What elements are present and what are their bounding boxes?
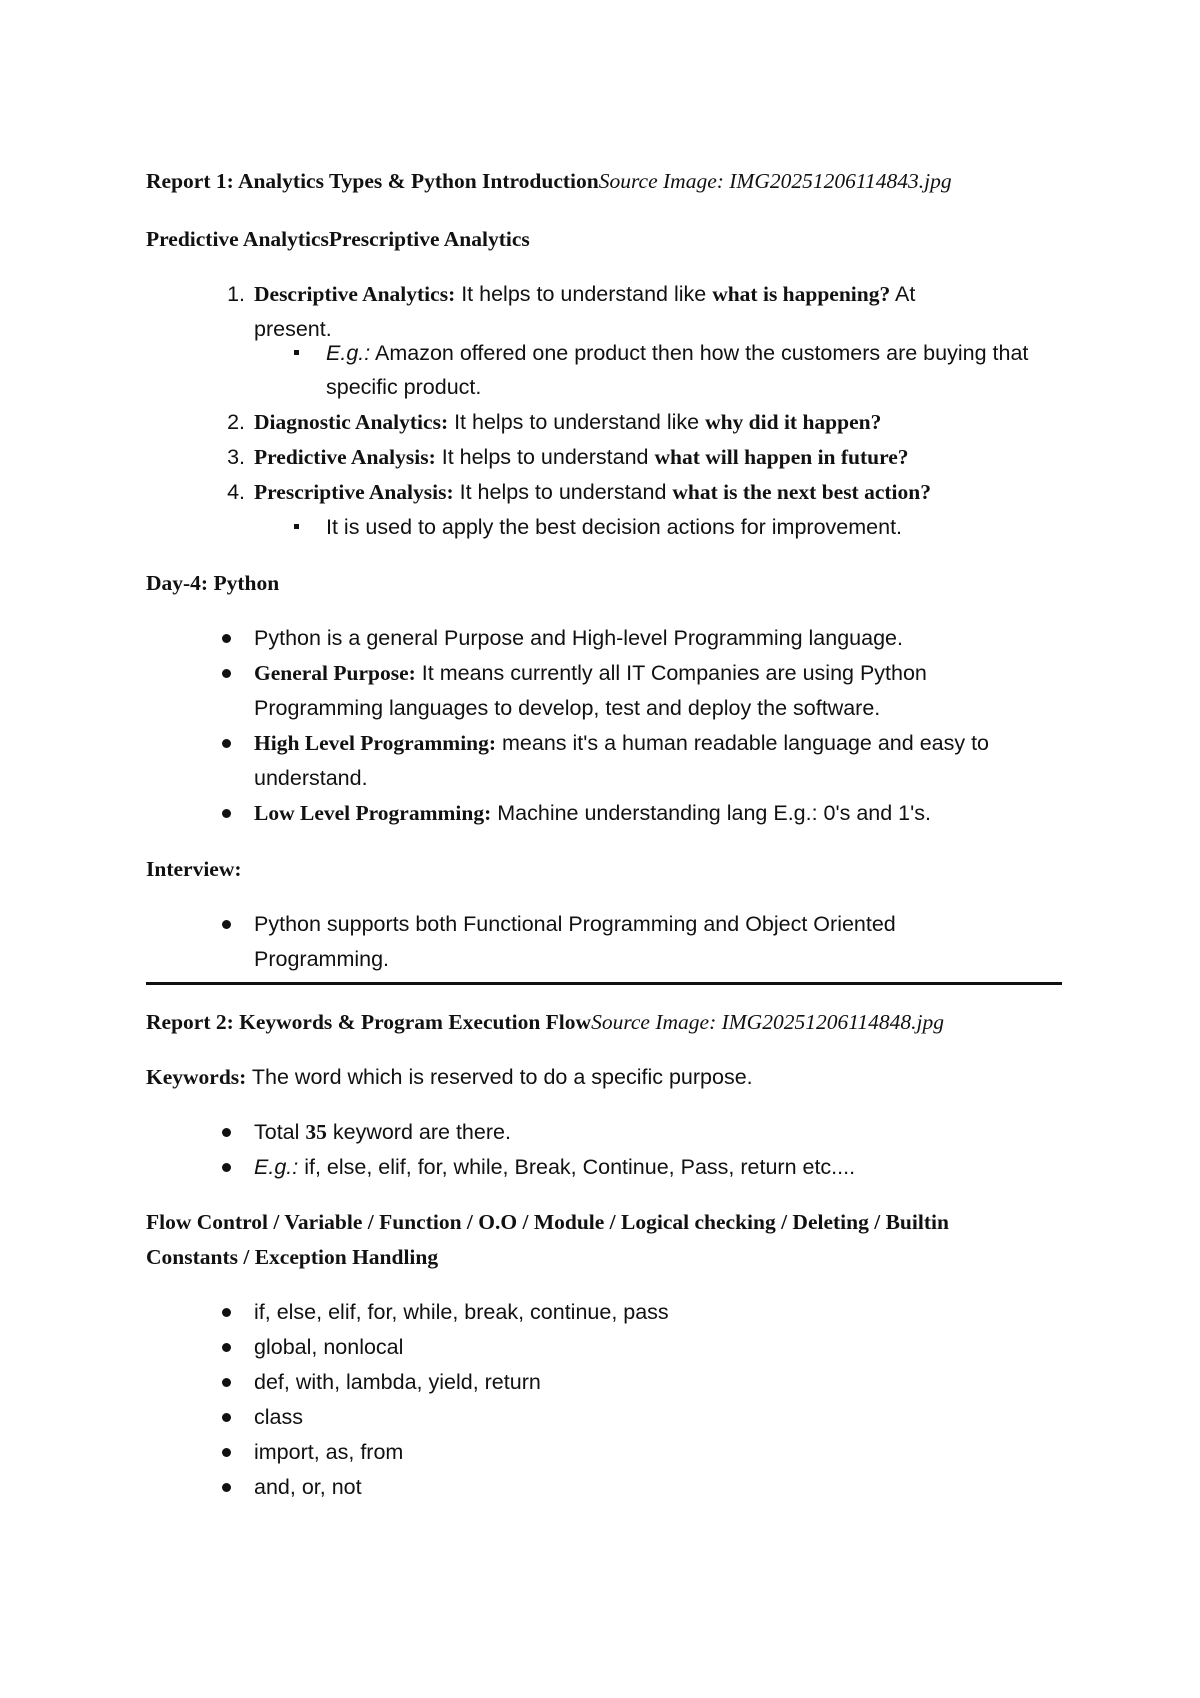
python-point [254, 728, 989, 758]
category-keywords-item: def, with, lambda, yield, return [254, 1370, 541, 1394]
square-bullet-icon [294, 350, 299, 355]
list-number: 4. [227, 480, 245, 504]
bullet-icon [222, 1128, 231, 1137]
category-keywords-item: class [254, 1405, 303, 1429]
bullet-icon [222, 1308, 231, 1317]
python-point [254, 798, 931, 828]
bullet-icon [222, 1378, 231, 1387]
square-bullet-icon [294, 524, 299, 529]
python-text: Machine understanding lang E.g.: 0's and 1's. [491, 801, 931, 825]
python-term: High Level Programming: [254, 731, 497, 755]
category-keywords-item: and, or, not [254, 1475, 362, 1499]
categories-heading-line2: Constants / Exception Handling [146, 1245, 439, 1269]
analytics-emphasis: what will happen in future? [654, 445, 909, 469]
interview-point: Python supports both Functional Programming and Object Oriented [254, 912, 896, 936]
analytics-text: It helps to understand [453, 480, 673, 504]
analytics-text: It helps to understand like [448, 410, 706, 434]
total-pre: Total [254, 1120, 306, 1144]
analytics-term: Prescriptive Analysis: [254, 480, 454, 504]
python-continuation: Programming languages to develop, test and deploy the software. [254, 696, 881, 720]
category-keywords-item: if, else, elif, for, while, break, continue, pass [254, 1300, 669, 1324]
bullet-icon [222, 1343, 231, 1352]
analytics-example-continuation: specific product. [326, 375, 482, 399]
analytics-item-diagnostic [254, 407, 881, 437]
python-continuation: understand. [254, 766, 368, 790]
day4-heading: Day-4: Python [146, 571, 280, 595]
bullet-icon [222, 809, 231, 818]
analytics-example [326, 338, 1028, 368]
analytics-item-predictive [254, 442, 909, 472]
eg-text: Amazon offered one product then how the customers are buying that [370, 341, 1029, 365]
python-term: Low Level Programming: [254, 801, 492, 825]
list-number: 2. [227, 410, 245, 434]
categories-heading-line1: Flow Control / Variable / Function / O.O / Module / Logical checking / Deleting / Builtin [146, 1210, 949, 1234]
bullet-icon [222, 739, 231, 748]
keywords-text: The word which is reserved to do a specific purpose. [246, 1065, 753, 1089]
category-keywords-item: import, as, from [254, 1440, 404, 1464]
python-point: Python is a general Purpose and High-level Programming language. [254, 626, 903, 650]
analytics-emphasis: what is happening? [712, 282, 891, 306]
eg-text: if, else, elif, for, while, Break, Continue, Pass, return etc.... [298, 1155, 856, 1179]
eg-label: E.g.: [326, 341, 371, 365]
interview-continuation: Programming. [254, 947, 390, 971]
keywords-definition [146, 1062, 753, 1092]
analytics-emphasis: why did it happen? [705, 410, 882, 434]
bullet-icon [222, 920, 231, 929]
analytics-term: Descriptive Analytics: [254, 282, 456, 306]
keyword-example [254, 1152, 855, 1182]
analytics-emphasis: what is the next best action? [672, 480, 931, 504]
keywords-term: Keywords: [146, 1065, 247, 1089]
report1-subheading: Predictive AnalyticsPrescriptive Analytics [146, 227, 530, 251]
analytics-after: At [890, 282, 916, 306]
eg-label: E.g.: [254, 1155, 299, 1179]
bullet-icon [222, 634, 231, 643]
analytics-continuation: present. [254, 317, 332, 341]
report2-title-text: Report 2: Keywords & Program Execution Flow [146, 1010, 592, 1034]
analytics-item-descriptive [254, 279, 915, 309]
keyword-total [254, 1117, 511, 1147]
analytics-term: Predictive Analysis: [254, 445, 436, 469]
analytics-text: It helps to understand like [455, 282, 713, 306]
list-number: 3. [227, 445, 245, 469]
bullet-icon [222, 669, 231, 678]
python-point [254, 658, 927, 688]
interview-heading: Interview: [146, 857, 242, 881]
python-text: It means currently all IT Companies are using Python [415, 661, 927, 685]
bullet-icon [222, 1413, 231, 1422]
bullet-icon [222, 1483, 231, 1492]
analytics-subpoint: It is used to apply the best decision actions for improvement. [326, 515, 903, 539]
analytics-term: Diagnostic Analytics: [254, 410, 449, 434]
analytics-text: It helps to understand [435, 445, 655, 469]
report2-source: Source Image: IMG20251206114848.jpg [591, 1010, 944, 1034]
total-post: keyword are there. [326, 1120, 511, 1144]
python-term: General Purpose: [254, 661, 416, 685]
report1-title [146, 166, 952, 196]
report1-title-text: Report 1: Analytics Types & Python Introduction [146, 169, 599, 193]
total-number: 35 [305, 1120, 327, 1144]
report2-title [146, 1007, 944, 1037]
bullet-icon [222, 1448, 231, 1457]
analytics-item-prescriptive [254, 477, 931, 507]
bullet-icon [222, 1163, 231, 1172]
list-number: 1. [227, 282, 245, 306]
section-divider [146, 982, 1062, 985]
category-keywords-item: global, nonlocal [254, 1335, 404, 1359]
report1-source: Source Image: IMG20251206114843.jpg [598, 169, 952, 193]
python-text: means it's a human readable language and easy to [496, 731, 990, 755]
